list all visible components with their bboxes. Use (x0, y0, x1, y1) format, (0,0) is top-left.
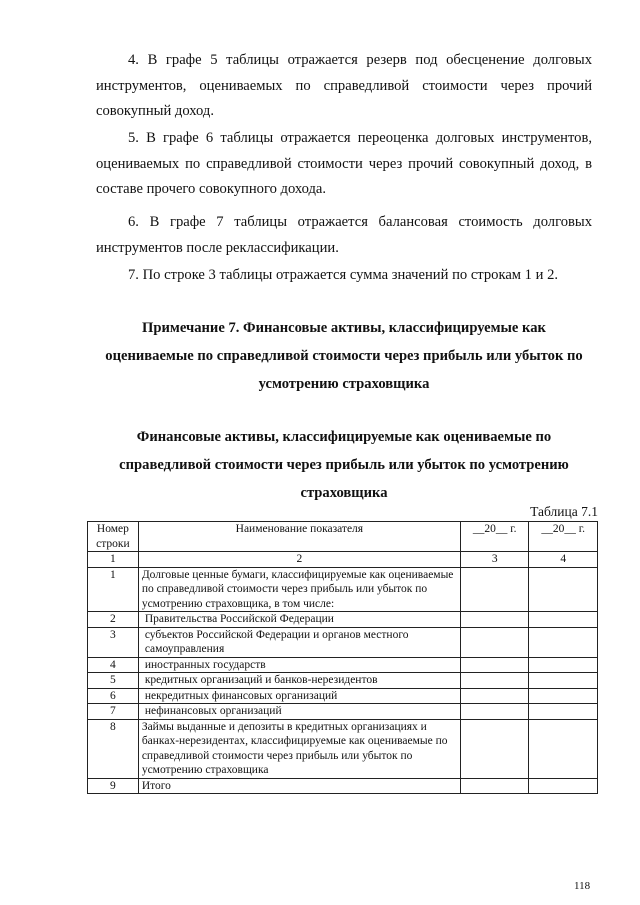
value-cell (460, 778, 529, 794)
value-cell (529, 612, 598, 628)
table-row (88, 719, 598, 778)
page-number: 118 (574, 880, 591, 892)
row-number: 3 (88, 627, 139, 657)
note-heading: Примечание 7. Финансовые активы, классифицируемые как оцениваемые по справедливой стоимости через прибыль или убыток по усмотрению страховщика (105, 320, 583, 392)
table-row (88, 778, 598, 794)
header-indicator-name: Наименование показателя (138, 522, 460, 552)
value-cell (460, 612, 529, 628)
row-name: некредитных финансовых организаций (138, 688, 460, 704)
table-row (88, 688, 598, 704)
table-row (88, 657, 598, 673)
row-name: Итого (138, 778, 460, 794)
row-name: нефинансовых организаций (138, 704, 460, 720)
row-name: субъектов Российской Федерации и органов местного самоуправления (138, 627, 460, 657)
value-cell (529, 704, 598, 720)
row-number: 2 (88, 612, 139, 628)
value-cell (460, 673, 529, 689)
value-cell (529, 719, 598, 778)
table-caption: Таблица 7.1 (530, 504, 598, 519)
paragraph-6: 6. В графе 7 таблицы отражается балансовая стоимость долговых инструментов после реклассификации. (96, 214, 592, 256)
value-cell (529, 657, 598, 673)
header-period-1: __20__ г. (460, 522, 529, 552)
value-cell (460, 627, 529, 657)
value-cell (529, 778, 598, 794)
table-title: Финансовые активы, классифицируемые как оцениваемые по справедливой стоимости через прибыль или убыток по усмотрению страховщика (119, 429, 569, 501)
table-row (88, 673, 598, 689)
column-number: 1 (88, 552, 139, 568)
table-row (88, 627, 598, 657)
value-cell (460, 688, 529, 704)
column-number: 3 (460, 552, 529, 568)
column-number-row (88, 552, 598, 568)
value-cell (460, 657, 529, 673)
value-cell (529, 627, 598, 657)
value-cell (460, 704, 529, 720)
row-number: 4 (88, 657, 139, 673)
header-row-number: Номер строки (88, 522, 139, 552)
column-number: 4 (529, 552, 598, 568)
value-cell (529, 688, 598, 704)
header-period-2: __20__ г. (529, 522, 598, 552)
paragraph-7: 7. По строке 3 таблицы отражается сумма значений по строкам 1 и 2. (128, 267, 559, 283)
table-row (88, 567, 598, 612)
financial-assets-table (87, 521, 598, 794)
row-number: 8 (88, 719, 139, 778)
table-row (88, 612, 598, 628)
value-cell (529, 673, 598, 689)
table-header-row (88, 522, 598, 552)
paragraph-5: 5. В графе 6 таблицы отражается переоценка долговых инструментов, оцениваемых по справедливой стоимости через прочий совокупный доход, в составе прочего совокупного дохода. (96, 130, 592, 197)
row-number: 5 (88, 673, 139, 689)
table-row (88, 704, 598, 720)
row-name: Займы выданные и депозиты в кредитных организациях и банках-нерезидентах, классифицируемые как оцениваемые по справедливой стоимости через прибыль или убыток по усмотрению страховщика (138, 719, 460, 778)
row-number: 1 (88, 567, 139, 612)
value-cell (460, 567, 529, 612)
row-name: иностранных государств (138, 657, 460, 673)
row-number: 6 (88, 688, 139, 704)
value-cell (460, 719, 529, 778)
row-name: Долговые ценные бумаги, классифицируемые как оцениваемые по справедливой стоимости через прибыль или убыток по усмотрению страховщика, в том числе: (138, 567, 460, 612)
paragraph-4: 4. В графе 5 таблицы отражается резерв под обесценение долговых инструментов, оцениваемых по справедливой стоимости через прочий совокупный доход. (96, 52, 592, 119)
column-number: 2 (138, 552, 460, 568)
row-name: кредитных организаций и банков-нерезидентов (138, 673, 460, 689)
value-cell (529, 567, 598, 612)
row-number: 7 (88, 704, 139, 720)
row-number: 9 (88, 778, 139, 794)
row-name: Правительства Российской Федерации (138, 612, 460, 628)
